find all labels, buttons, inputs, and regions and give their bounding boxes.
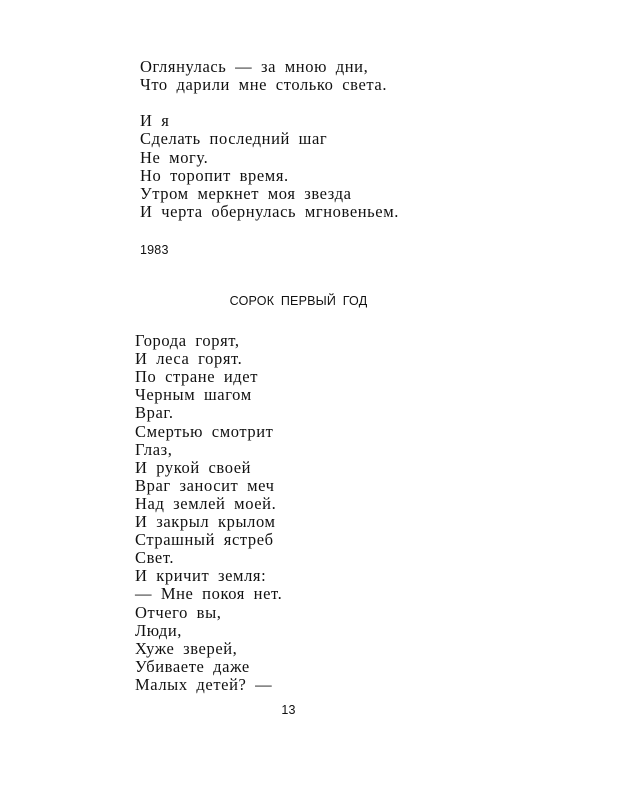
poem-line: Свет. (135, 548, 175, 568)
poem-line: Люди, (135, 620, 183, 640)
poem-line: И закрыл крылом (135, 512, 276, 531)
poem-line: И кричит земля: (135, 566, 267, 586)
poem-line: Над землей моей. (135, 493, 277, 513)
poem-line: Но торопит время. (140, 165, 289, 185)
poem-line: И рукой своей (135, 457, 252, 477)
poem-line: И черта обернулась мгновеньем. (140, 201, 399, 221)
poem-line: Сделать последний шаг (140, 129, 328, 149)
poem-line: И леса горят. (135, 349, 243, 369)
poem-line: — Мне покоя нет. (135, 584, 283, 604)
poem-line: Черным шагом (135, 385, 252, 405)
poem-line: Враг. (135, 403, 174, 423)
poem-line: Убиваете даже (135, 656, 250, 676)
poem-line: Хуже зверей, (135, 638, 238, 658)
poem-line: Малых детей? — (135, 674, 273, 694)
poem-line: И я (140, 111, 170, 131)
first-poem-fragment (140, 58, 560, 228)
page-number: 13 (281, 703, 296, 717)
poem-line: Города горят, (135, 331, 240, 350)
poem-line: Не могу. (140, 147, 209, 167)
poem-line: Смертью смотрит (135, 421, 274, 441)
second-poem (135, 332, 555, 702)
poem-line: Отчего вы, (135, 602, 222, 622)
poem-line: Утром меркнет моя звезда (140, 183, 352, 203)
poem-line: Страшный ястреб (135, 530, 274, 550)
poem-title: СОРОК ПЕРВЫЙ ГОД (229, 294, 368, 308)
poem-date: 1983 (140, 243, 169, 257)
poem-line: Оглянулась — за мною дни, (140, 57, 369, 76)
poem-line: По стране идет (135, 367, 259, 387)
poem-line: Глаз, (135, 439, 173, 459)
poem-line: Враг заносит меч (135, 475, 275, 495)
poem-line: Что дарили мне столько света. (140, 75, 388, 95)
